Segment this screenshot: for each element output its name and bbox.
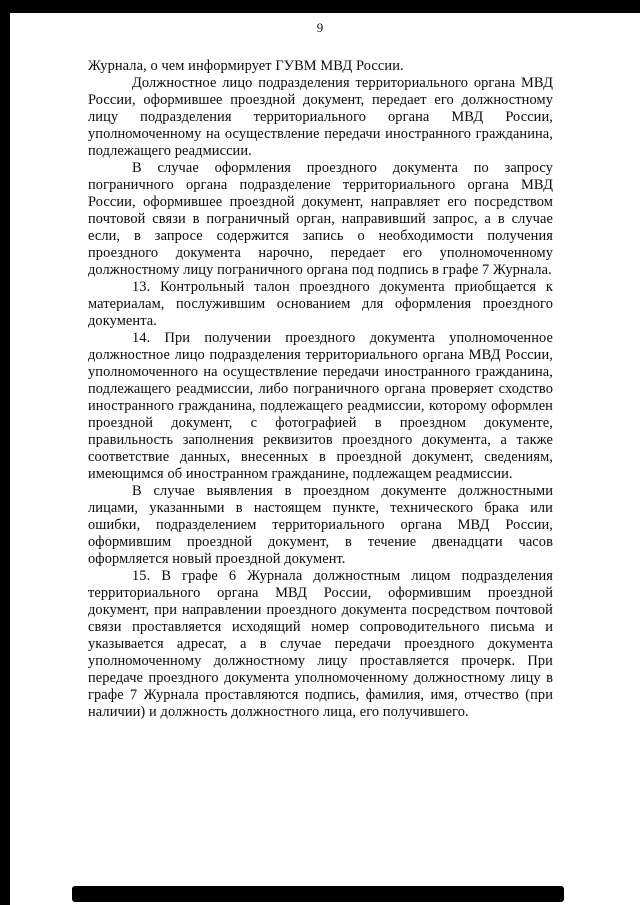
scan-artifact-left-bar: [0, 0, 10, 905]
paragraph: Должностное лицо подразделения территориального органа МВД России, оформившее проездной документ, передает его должностному лицу подразделения территориального органа МВД России, уполномоченному на осуществление передачи иностранного гражданина, подлежащего реадмиссии.: [88, 75, 553, 159]
paragraph-item-14: 14. При получении проездного документа уполномоченное должностное лицо подразделения территориального органа МВД России, уполномоченного на осуществление передачи иностранного гражданина, подлежащего реадмиссии, либо пограничного органа проверяет сходство иностранного гражданина, подлежащего реадмиссии, которому оформлен проездной документ, с фотографией в проездном документе, правильность заполнения реквизитов проездного документа, а также соответствие данных, внесенных в проездной документ, сведениям, имеющимся об иностранном гражданине, подлежащем реадмиссии.: [88, 330, 553, 482]
paragraph-continuation: Журнала, о чем информирует ГУВМ МВД России.: [88, 58, 404, 74]
document-body: [88, 58, 553, 721]
paragraph: В случае выявления в проездном документе должностными лицами, указанными в настоящем пункте, технического брака или ошибки, подразделением территориального органа МВД России, оформившим проездной документ, в течение двенадцати часов оформляется новый проездной документ.: [88, 483, 553, 567]
scan-artifact-bottom-bar: [72, 886, 564, 902]
scan-artifact-top-bar: [0, 0, 640, 13]
paragraph-item-15: 15. В графе 6 Журнала должностным лицом подразделения территориального органа МВД России, оформившим проездной документ, при направлении проездного документа посредством почтовой связи проставляется исходящий номер сопроводительного письма и указывается адресат, а в случае передачи проездного документа уполномоченному должностному лицу проставляется прочерк. При передаче проездного документа уполномоченному должностному лицу в графе 7 Журнала проставляются подпись, фамилия, имя, отчество (при наличии) и должность должностного лица, его получившего.: [88, 568, 553, 720]
page-number: 9: [316, 20, 324, 35]
paragraph-item-13: 13. Контрольный талон проездного документа приобщается к материалам, послужившим основанием для оформления проездного документа.: [88, 279, 553, 329]
paragraph: В случае оформления проездного документа по запросу пограничного органа подразделение территориального органа МВД России, оформившее проездной документ, направляет его посредством почтовой связи в пограничный орган, направивший запрос, а в случае если, в запросе содержится запись о необходимости получения проездного документа нарочно, передает его уполномоченному должностному лицу пограничного органа под подпись в графе 7 Журнала.: [88, 160, 553, 278]
